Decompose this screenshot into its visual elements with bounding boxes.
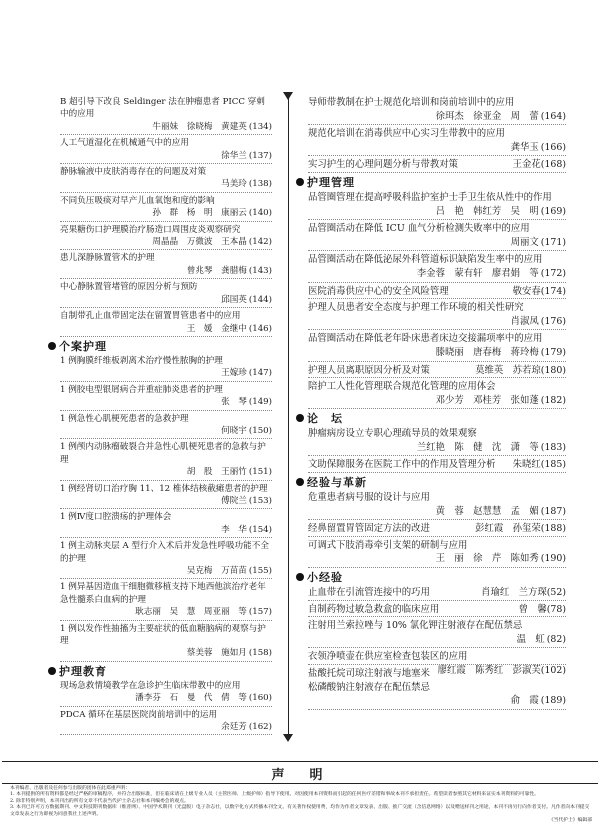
toc-entry-title: 静脉输液中皮肤消毒存在的问题及对策 bbox=[60, 167, 207, 178]
toc-entry-page: (183) bbox=[540, 441, 566, 453]
toc-entry-meta bbox=[308, 552, 566, 568]
toc-entry-authors: 胡 股 王丽竹 bbox=[186, 467, 247, 478]
declaration-title: 声 明 bbox=[271, 768, 329, 783]
toc-entry[interactable] bbox=[308, 491, 566, 520]
toc-entry-page: (169) bbox=[540, 205, 566, 217]
toc-entry[interactable] bbox=[308, 603, 566, 618]
toc-entry-authors: 潘李芬 石 曼 代 倩 等 bbox=[135, 693, 247, 704]
bullet-dot-icon bbox=[48, 667, 56, 675]
section-heading-label: 个案护理 bbox=[59, 339, 107, 353]
toc-entry-authors: 王嫁珍 bbox=[221, 368, 247, 379]
section-heading bbox=[296, 411, 566, 426]
toc-entry-meta bbox=[308, 505, 566, 521]
toc-entry[interactable] bbox=[60, 224, 272, 251]
toc-entry-title: 危重患者病号服的设计与应用 bbox=[308, 492, 430, 504]
toc-entry-authors: 曾兆琴 龚腊梅 bbox=[186, 265, 247, 276]
toc-entry-meta bbox=[60, 524, 272, 538]
toc-entry-meta bbox=[308, 110, 566, 126]
toc-entry-title: 亮果糖伤口护理膜治疗肠造口周围皮炎观察研究 bbox=[60, 224, 241, 235]
declaration-body bbox=[10, 786, 592, 824]
declaration-intro: 本刊编者、出版者及任何参与出版的团体在此郑重声明： bbox=[10, 786, 130, 791]
toc-entry-title: 1 例以发作性抽搐为主要症状的低血糖脑病的观察与护理 bbox=[60, 623, 266, 647]
section-heading-label: 小经验 bbox=[307, 571, 343, 585]
toc-entry-page: (144) bbox=[248, 294, 272, 305]
toc-entry[interactable] bbox=[60, 166, 272, 193]
toc-entry[interactable] bbox=[60, 623, 272, 662]
toc-entry[interactable] bbox=[60, 581, 272, 620]
toc-entry[interactable] bbox=[308, 586, 566, 601]
toc-entry-authors: 王金花 bbox=[512, 159, 541, 171]
bullet-dot-icon bbox=[296, 414, 304, 422]
toc-entry-authors: 余廷芳 bbox=[221, 722, 247, 733]
toc-entry[interactable] bbox=[60, 137, 272, 164]
toc-entry-page: (162) bbox=[248, 722, 272, 733]
toc-entry-title: 1 例颅内动脉瘤破裂合并急性心肌梗死患者的急救与护理 bbox=[60, 442, 266, 465]
toc-entry-title: 人工气道湿化在机械通气中的应用 bbox=[60, 138, 189, 149]
toc-entry-page: (155) bbox=[248, 566, 272, 576]
toc-entry-page: (82) bbox=[546, 633, 566, 645]
toc-entry-page: (143) bbox=[248, 265, 272, 276]
toc-entry-page: (188) bbox=[540, 523, 566, 535]
toc-entry-authors: 何晓宇 bbox=[221, 425, 247, 436]
toc-entry-title: 品管圈活动在降低泌尿外科管道标识缺陷发生率中的应用 bbox=[308, 254, 543, 266]
toc-entry-meta bbox=[60, 236, 272, 250]
toc-entry[interactable] bbox=[308, 427, 566, 456]
toc-entry-meta bbox=[60, 721, 272, 735]
toc-entry-page: (154) bbox=[248, 524, 272, 535]
toc-entry-page: (187) bbox=[540, 505, 566, 517]
toc-entry-authors: 王 媛 金继中 bbox=[186, 323, 247, 334]
toc-entry-meta bbox=[60, 565, 272, 579]
toc-entry-page: (190) bbox=[540, 553, 566, 565]
toc-entry-title: 不同负压吸痰对早产儿血氧饱和度的影响 bbox=[60, 195, 215, 206]
toc-entry[interactable] bbox=[60, 540, 272, 579]
column-divider bbox=[288, 96, 289, 736]
toc-entry[interactable] bbox=[60, 413, 272, 440]
section-heading bbox=[296, 570, 566, 585]
toc-entry[interactable] bbox=[308, 191, 566, 220]
toc-entry[interactable] bbox=[308, 158, 566, 173]
toc-entry-page: (102) bbox=[540, 665, 566, 676]
toc-entry-meta bbox=[60, 323, 272, 337]
section-heading bbox=[48, 339, 272, 354]
toc-entry-title: 品管圈活动在降低 ICU 血气分析检测失败率中的应用 bbox=[308, 223, 530, 235]
toc-entry-authors: 周丽文 bbox=[510, 236, 539, 248]
section-heading-label: 护理管理 bbox=[307, 175, 355, 189]
toc-entry-title: 医院消毒供应中心的安全风险管理 bbox=[308, 285, 449, 297]
toc-entry-authors: 徐华兰 bbox=[221, 150, 247, 161]
toc-entry-meta bbox=[60, 294, 272, 308]
toc-entry-page: (147) bbox=[248, 368, 272, 379]
toc-entry[interactable] bbox=[308, 222, 566, 251]
section-heading bbox=[296, 475, 566, 490]
toc-entry[interactable] bbox=[60, 483, 272, 510]
divider-arrow-bottom bbox=[283, 734, 293, 742]
toc-entry[interactable] bbox=[308, 127, 566, 156]
toc-entry-title: 1 例胸膜纤维板剥离术治疗慢性脓胸的护理 bbox=[60, 355, 223, 366]
toc-entry-authors: 俞 霞 bbox=[510, 695, 539, 707]
toc-entry-meta bbox=[60, 606, 272, 620]
toc-entry-title: 经鼻留置胃管固定方法的改进 bbox=[308, 523, 430, 535]
toc-entry-title: 文助保障服务在医院工作中的作用及管理分析 bbox=[308, 459, 496, 471]
toc-entry-page: (149) bbox=[248, 397, 272, 408]
toc-entry-authors: 周晶晶 万微波 王本晶 bbox=[152, 237, 247, 248]
toc-entry[interactable] bbox=[308, 96, 566, 125]
toc-entry-meta bbox=[60, 178, 272, 192]
toc-entry-meta bbox=[308, 315, 566, 331]
toc-entry-page: (158) bbox=[248, 648, 272, 659]
toc-entry-meta bbox=[308, 694, 566, 710]
toc-entry-meta bbox=[308, 394, 566, 410]
toc-entry-authors: 龚华玉 bbox=[510, 141, 539, 153]
toc-entry-page: (52) bbox=[546, 587, 566, 599]
toc-entry-authors: 张 琴 bbox=[221, 397, 247, 408]
toc-entry-page: (189) bbox=[540, 695, 566, 707]
toc-entry-meta bbox=[475, 522, 566, 536]
toc-entry-title: 患儿深静脉置管术的护理 bbox=[60, 253, 155, 264]
toc-entry-authors: 李 华 bbox=[221, 524, 247, 535]
toc-entry-meta bbox=[308, 141, 566, 157]
toc-entry-authors: 莫维英 苏若琼 bbox=[475, 364, 541, 376]
declaration-item-2: 2. 除非特别声明，本刊刊出的所有文章不代表当代护士杂志社和本刊编委会的观点。 bbox=[10, 798, 189, 804]
toc-entry-meta bbox=[513, 285, 566, 299]
toc-entry-meta bbox=[60, 150, 272, 164]
toc-entry-page: (182) bbox=[540, 394, 566, 406]
toc-entry-title: 1 例Ⅳ度口腔溃疡的护理体会 bbox=[60, 512, 172, 523]
toc-entry-authors: 孙 群 杨 明 康丽云 bbox=[152, 208, 247, 219]
toc-entry-authors: 马美玲 bbox=[221, 179, 247, 190]
toc-entry[interactable] bbox=[308, 650, 566, 676]
declaration-item-1: 1. 本刊提供的所有资料都是经过严格的审稿程序，并符合出版标准，但在临床请在上级专业人员（主管医师、上级护师）指导下使用。对因使用本刊资料而引起的任何医疗差错和事故本刊不承担责任。希望读者参照其它材料来证实本刊资料的可靠性。 bbox=[10, 792, 539, 798]
toc-entry-page: (179) bbox=[540, 346, 566, 358]
toc-entry-title: 护理人员离职原因分析及对策 bbox=[308, 364, 430, 376]
toc-entry-meta bbox=[60, 396, 272, 410]
toc-entry-authors: 李金蓉 蒙有轩 廖君娟 等 bbox=[416, 267, 539, 279]
section-heading-label: 经验与革新 bbox=[307, 476, 367, 490]
toc-entry-title: 1 例主动脉夹层 A 型行介入术后并发急性呼吸功能不全的护理 bbox=[60, 541, 269, 564]
toc-entry-meta bbox=[308, 633, 566, 649]
toc-entry-meta bbox=[513, 458, 566, 472]
toc-entry-meta bbox=[60, 207, 272, 221]
toc-entry-title: 品管圈活动在降低老年卧床患者床边交接漏项率中的应用 bbox=[308, 333, 543, 345]
toc-entry[interactable] bbox=[308, 458, 566, 473]
toc-entry-meta bbox=[308, 267, 566, 283]
toc-entry-meta bbox=[308, 205, 566, 221]
toc-entry-page: (172) bbox=[540, 267, 566, 279]
toc-entry-title: 盐酸托烷司琼注射液与地塞米松磷酸钠注射液存在配伍禁忌 bbox=[308, 668, 430, 693]
toc-entry[interactable] bbox=[60, 252, 272, 279]
declaration-bottom-rule bbox=[2, 783, 598, 784]
toc-entry-meta bbox=[308, 441, 566, 457]
toc-entry-meta bbox=[481, 586, 566, 600]
toc-entry[interactable] bbox=[308, 301, 566, 330]
toc-entry-title: 肿瘤病房设立专职心理疏导员的效果观察 bbox=[308, 428, 477, 440]
toc-entry-meta bbox=[513, 158, 566, 172]
section-heading bbox=[48, 664, 272, 679]
toc-entry-page: (134) bbox=[248, 121, 272, 132]
toc-entry-title: 护理人员患者安全态度与护理工作环境的相关性研究 bbox=[308, 302, 524, 314]
toc-entry-title: 中心静脉置管堵管的原因分析与预防 bbox=[60, 282, 198, 293]
toc-entry[interactable] bbox=[308, 364, 566, 379]
toc-entry[interactable] bbox=[308, 380, 566, 409]
toc-entry[interactable] bbox=[60, 281, 272, 308]
bullet-dot-icon bbox=[296, 478, 304, 486]
toc-entry-page: (185) bbox=[540, 459, 566, 471]
toc-entry-authors: 曾 馨 bbox=[518, 603, 547, 615]
toc-entry-meta bbox=[60, 495, 272, 509]
toc-entry-title: 导师带教制在护士规范化培训和岗前培训中的应用 bbox=[308, 97, 515, 108]
toc-entry-page: (146) bbox=[248, 323, 272, 334]
toc-entry-title: 注射用兰索拉唑与 10% 氯化钾注射液存在配伍禁忌 bbox=[308, 620, 523, 632]
toc-entry-authors: 滕晓丽 唐春梅 蒋玲梅 bbox=[435, 346, 539, 358]
toc-entry-authors: 王 丽 徐 芹 陈如秀 bbox=[435, 553, 539, 565]
toc-entry-meta bbox=[60, 647, 272, 661]
toc-entry-title: 实习护生的心理问题分析与带教对策 bbox=[308, 159, 459, 171]
toc-entry[interactable] bbox=[60, 195, 272, 222]
toc-entry[interactable] bbox=[60, 384, 272, 411]
toc-entry-meta bbox=[60, 692, 272, 706]
section-heading-label: 论 坛 bbox=[307, 412, 343, 426]
toc-right-column bbox=[308, 96, 566, 712]
toc-entry-meta bbox=[60, 121, 272, 135]
toc-entry-title: 止血带在引流管连接中的巧用 bbox=[308, 587, 430, 599]
section-heading bbox=[296, 175, 566, 190]
toc-entry[interactable] bbox=[308, 285, 566, 300]
toc-entry-authors: 肖淑凤 bbox=[510, 315, 539, 327]
toc-entry-page: (140) bbox=[248, 208, 272, 219]
declaration-item-3: 3. 本刊已许可万方数据期刊、中文科技期刊数据库（维普网）、中国学术期刊（光盘版）电子杂志社，以数字化方式传播本刊全文。有关著作权使用费，均作为作者文章发表、出版、推广交流（含信息网络）以及赠送样刊之用途，本刊不再另行向作者支付。凡作者向本刊提交文章发表之行为即视为同意我社上述声明。 bbox=[10, 805, 590, 817]
toc-entry-page: (151) bbox=[248, 467, 272, 478]
toc-entry-title: 自制药物过敏急救盒的临床应用 bbox=[308, 603, 440, 615]
toc-entry-authors: 邓少芳 邓桂芳 张如蓬 bbox=[435, 394, 539, 406]
toc-entry-authors: 吴克梅 万苗苗 bbox=[186, 566, 247, 576]
toc-entry[interactable] bbox=[60, 511, 272, 538]
toc-entry-meta bbox=[438, 664, 566, 678]
toc-entry-title: 1 例急性心肌梗死患者的急救护理 bbox=[60, 413, 189, 424]
toc-entry-page: (174) bbox=[540, 285, 566, 297]
toc-entry-page: (78) bbox=[546, 603, 566, 615]
toc-entry[interactable] bbox=[60, 310, 272, 337]
toc-entry-title: PDCA 循环在基层医院岗前培训中的运用 bbox=[60, 709, 218, 720]
toc-entry-meta bbox=[60, 425, 272, 439]
toc-entry-title: 陪护工人性化管理联合规范化管理的应用体会 bbox=[308, 381, 496, 393]
divider-arrow-top bbox=[283, 92, 293, 100]
toc-entry-page: (166) bbox=[540, 141, 566, 153]
toc-entry-title: 自制带孔止血带固定法在留置胃管患者中的应用 bbox=[60, 311, 241, 322]
toc-entry-title: B 超引导下改良 Seldinger 法在肿瘤患者 PICC 穿刺中的应用 bbox=[60, 97, 265, 120]
toc-entry-page: (168) bbox=[540, 159, 566, 171]
toc-entry-authors: 兰红艳 陈 健 沈 潇 等 bbox=[416, 441, 539, 453]
toc-entry-page: (160) bbox=[248, 693, 272, 704]
toc-entry-meta bbox=[475, 364, 566, 378]
toc-entry-page: (153) bbox=[248, 495, 272, 506]
toc-entry[interactable] bbox=[308, 332, 566, 361]
toc-entry-authors: 廖红霞 陈秀红 彭淑芙 bbox=[437, 665, 541, 676]
toc-entry-page: (137) bbox=[248, 150, 272, 161]
declaration-signature: 《当代护士》编辑部 bbox=[548, 818, 592, 824]
toc-left-column bbox=[60, 96, 272, 737]
toc-entry[interactable] bbox=[60, 709, 272, 736]
toc-entry[interactable] bbox=[60, 441, 272, 480]
toc-entry-authors: 吕 艳 韩红芳 吴 明 bbox=[435, 205, 539, 217]
toc-entry-authors: 彭红霞 孙玺荣 bbox=[475, 523, 541, 535]
toc-entry[interactable] bbox=[308, 253, 566, 282]
bullet-dot-icon bbox=[296, 178, 304, 186]
toc-entry-page: (164) bbox=[540, 110, 566, 122]
toc-entry-authors: 温 虹 bbox=[516, 633, 545, 645]
toc-entry-meta bbox=[60, 367, 272, 381]
toc-entry-page: (150) bbox=[248, 425, 272, 436]
toc-entry-authors: 傅院兰 bbox=[221, 495, 247, 506]
toc-entry-authors: 肖瑜红 兰方琛 bbox=[481, 587, 547, 599]
toc-entry-title: 规范化培训在消毒供应中心实习生带教中的应用 bbox=[308, 128, 505, 140]
toc-entry[interactable] bbox=[60, 355, 272, 382]
toc-entry-page: (180) bbox=[540, 364, 566, 376]
toc-entry-title: 衣领净喷壶在供应室检查包装区的应用 bbox=[308, 651, 468, 663]
toc-entry-page: (176) bbox=[540, 315, 566, 327]
toc-entry-page: (171) bbox=[540, 236, 566, 248]
bullet-dot-icon bbox=[296, 573, 304, 581]
bullet-dot-icon bbox=[48, 342, 56, 350]
toc-entry-authors: 牛丽妹 徐晓梅 黄建英 bbox=[152, 121, 247, 132]
toc-entry[interactable] bbox=[308, 539, 566, 568]
toc-entry-authors: 耿志丽 吴 慧 周亚丽 等 bbox=[135, 607, 247, 618]
toc-entry-authors: 黄 蓉 赵慧慧 孟 媚 bbox=[435, 505, 539, 517]
toc-entry-meta bbox=[60, 265, 272, 279]
toc-entry-page: (142) bbox=[248, 237, 272, 248]
section-heading-label: 护理教育 bbox=[59, 664, 107, 678]
toc-entry-title: 1 例经肾切口治疗胸 11、12 椎体结核截瘫患者的护理 bbox=[60, 483, 268, 494]
toc-entry-meta bbox=[60, 466, 272, 480]
toc-entry-authors: 朱晓红 bbox=[512, 459, 541, 471]
toc-entry-title: 品管圈管理在提高呼吸科监护室护士手卫生依从性中的作用 bbox=[308, 191, 552, 203]
toc-entry-meta bbox=[308, 236, 566, 252]
toc-entry-title: 1 例胶电型银屑病合并重症肺炎患者的护理 bbox=[60, 384, 223, 395]
declaration-top-rule bbox=[2, 761, 598, 762]
toc-entry[interactable] bbox=[60, 96, 272, 135]
toc-entry-title: 现场急救情境教学在急诊护生临床带教中的应用 bbox=[60, 680, 241, 691]
toc-entry-authors: 邱国英 bbox=[221, 294, 247, 305]
toc-entry-page: (138) bbox=[248, 179, 272, 190]
toc-entry-title: 1 例异基因造血干细胞微移植支持下地西他滨治疗老年急性髓系白血病的护理 bbox=[60, 582, 266, 605]
toc-entry-page: (157) bbox=[248, 607, 272, 618]
toc-entry[interactable] bbox=[60, 680, 272, 707]
toc-entry[interactable] bbox=[308, 619, 566, 648]
toc-entry-title: 可调式下肢消毒牵引支架的研制与应用 bbox=[308, 539, 468, 551]
toc-entry-authors: 徐珥杰 徐亚金 周 蕾 bbox=[435, 110, 539, 122]
toc-entry-meta bbox=[308, 346, 566, 362]
toc-entry[interactable] bbox=[308, 522, 566, 537]
toc-entry-meta bbox=[519, 603, 566, 617]
toc-entry-authors: 蔡美蓉 施如月 bbox=[186, 648, 247, 659]
toc-entry-authors: 敬安春 bbox=[512, 285, 541, 297]
